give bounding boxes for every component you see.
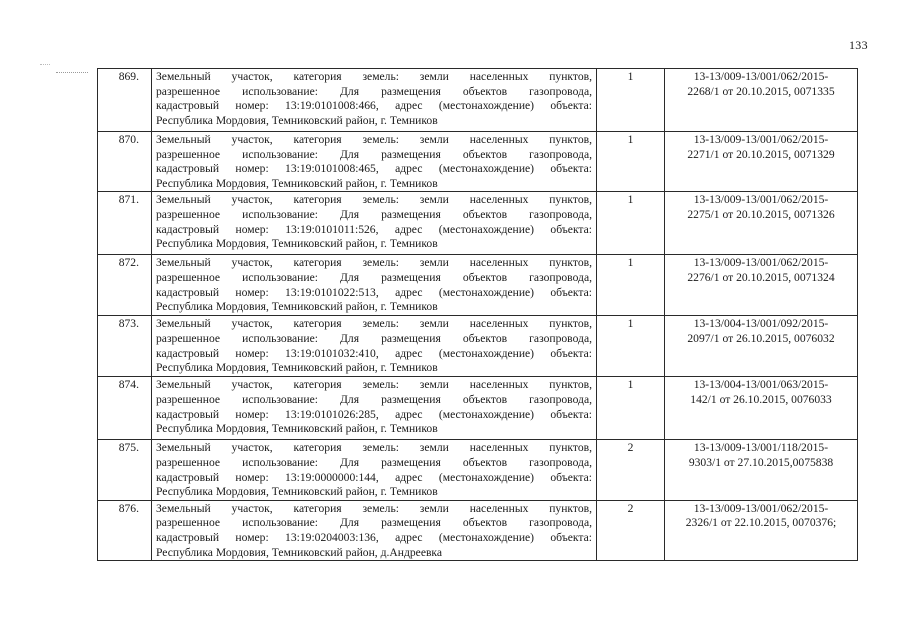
- table-row: [98, 500, 858, 560]
- registration-record: [665, 192, 858, 255]
- description-line: Республика Мордовия, Темниковский район, г. Темников: [156, 237, 438, 251]
- registration-line: 2097/1 от 26.10.2015, 0076032: [687, 331, 835, 345]
- property-description: [152, 255, 597, 316]
- description-line: Земельный участок, категория земель: земли населенных пунктов,: [156, 441, 592, 455]
- property-description: [152, 500, 597, 560]
- registration-line: 13-13/009-13/001/062/2015-: [693, 133, 829, 146]
- description-line: кадастровый номер: 13:19:0204003:136, адрес (местонахождение) объекта:: [156, 530, 592, 544]
- table-row: [98, 132, 858, 192]
- description-line: кадастровый номер: 13:19:0101022:513, адрес (местонахождение) объекта:: [156, 285, 592, 299]
- quantity: 1: [597, 316, 665, 377]
- description-line: разрешенное использование: Для размещения объектов газопровода,: [156, 516, 592, 530]
- row-number: 869.: [98, 69, 152, 132]
- registration-line: 13-13/009-13/001/118/2015-: [693, 441, 829, 455]
- registration-line: 2326/1 от 22.10.2015, 0070376;: [685, 516, 837, 530]
- description-line: Земельный участок, категория земель: земли населенных пунктов,: [156, 378, 592, 392]
- property-description: [152, 316, 597, 377]
- registration-record: [665, 377, 858, 440]
- quantity: 1: [597, 69, 665, 132]
- description-line: кадастровый номер: 13:19:0101008:465, адрес (местонахождение) объекта:: [156, 162, 592, 176]
- description-line: разрешенное использование: Для размещения объектов газопровода,: [156, 207, 592, 221]
- property-description: [152, 192, 597, 255]
- description-line: разрешенное использование: Для размещения объектов газопровода,: [156, 392, 592, 406]
- property-description: [152, 132, 597, 192]
- registration-line: 13-13/009-13/001/062/2015-: [693, 70, 829, 83]
- registration-line: 9303/1 от 27.10.2015,0075838: [688, 455, 834, 469]
- description-line: Республика Мордовия, Темниковский район, д.Андреевка: [156, 545, 443, 559]
- row-number: 871.: [98, 192, 152, 255]
- property-description: [152, 377, 597, 440]
- registry-table-body: [98, 69, 858, 561]
- description-line: кадастровый номер: 13:19:0000000:144, адрес (местонахождение) объекта:: [156, 470, 592, 484]
- quantity: 1: [597, 192, 665, 255]
- description-line: Земельный участок, категория земель: земли населенных пунктов,: [156, 193, 592, 207]
- description-line: кадастровый номер: 13:19:0101011:526, адрес (местонахождение) объекта:: [156, 222, 592, 236]
- scan-margin-mark: [40, 64, 50, 66]
- description-line: разрешенное использование: Для размещения объектов газопровода,: [156, 270, 592, 284]
- registration-line: 2275/1 от 20.10.2015, 0071326: [687, 207, 835, 221]
- registration-record: [665, 255, 858, 316]
- registration-record: [665, 132, 858, 192]
- description-line: Республика Мордовия, Темниковский район, г. Темников: [156, 485, 438, 499]
- row-number: 875.: [98, 440, 152, 500]
- property-description: [152, 440, 597, 500]
- description-line: Республика Мордовия, Темниковский район, г. Темников: [156, 113, 438, 127]
- registration-line: 13-13/004-13/001/063/2015-: [693, 378, 829, 392]
- description-line: Земельный участок, категория земель: земли населенных пунктов,: [156, 70, 592, 83]
- property-registry-table: [97, 68, 858, 561]
- description-line: Земельный участок, категория земель: земли населенных пунктов,: [156, 501, 592, 515]
- table-row: [98, 440, 858, 500]
- quantity: 1: [597, 132, 665, 192]
- quantity: 2: [597, 440, 665, 500]
- description-line: кадастровый номер: 13:19:0101008:466, адрес (местонахождение) объекта:: [156, 99, 592, 113]
- property-description: [152, 69, 597, 132]
- quantity: 1: [597, 377, 665, 440]
- scan-margin-mark: [56, 72, 88, 74]
- description-line: Земельный участок, категория земель: земли населенных пунктов,: [156, 256, 592, 270]
- registration-record: [665, 440, 858, 500]
- quantity: 2: [597, 500, 665, 560]
- description-line: разрешенное использование: Для размещения объектов газопровода,: [156, 331, 592, 345]
- description-line: кадастровый номер: 13:19:0101032:410, адрес (местонахождение) объекта:: [156, 346, 592, 360]
- description-line: разрешенное использование: Для размещения объектов газопровода,: [156, 147, 592, 161]
- description-line: Республика Мордовия, Темниковский район, г. Темников: [156, 422, 438, 436]
- row-number: 872.: [98, 255, 152, 316]
- table-row: [98, 255, 858, 316]
- description-line: кадастровый номер: 13:19:0101026:285, адрес (местонахождение) объекта:: [156, 407, 592, 421]
- registration-line: 2271/1 от 20.10.2015, 0071329: [687, 147, 835, 161]
- row-number: 870.: [98, 132, 152, 192]
- registration-line: 13-13/009-13/001/062/2015-: [693, 193, 829, 207]
- table-row: [98, 316, 858, 377]
- description-line: Земельный участок, категория земель: земли населенных пунктов,: [156, 317, 592, 331]
- description-line: разрешенное использование: Для размещения объектов газопровода,: [156, 84, 592, 98]
- page-number: 133: [849, 38, 868, 52]
- registration-record: [665, 69, 858, 132]
- description-line: Республика Мордовия, Темниковский район, г. Темников: [156, 300, 438, 314]
- registration-line: 142/1 от 26.10.2015, 0076033: [690, 392, 832, 406]
- registration-line: 2268/1 от 20.10.2015, 0071335: [687, 84, 835, 98]
- registration-line: 2276/1 от 20.10.2015, 0071324: [687, 270, 835, 284]
- registration-line: 13-13/009-13/001/062/2015-: [693, 501, 829, 515]
- row-number: 873.: [98, 316, 152, 377]
- description-line: разрешенное использование: Для размещения объектов газопровода,: [156, 455, 592, 469]
- registration-record: [665, 500, 858, 560]
- registration-record: [665, 316, 858, 377]
- table-row: [98, 377, 858, 440]
- description-line: Республика Мордовия, Темниковский район, г. Темников: [156, 361, 438, 375]
- row-number: 874.: [98, 377, 152, 440]
- table-row: [98, 192, 858, 255]
- quantity: 1: [597, 255, 665, 316]
- registration-line: 13-13/004-13/001/092/2015-: [693, 317, 829, 331]
- description-line: Земельный участок, категория земель: земли населенных пунктов,: [156, 133, 592, 146]
- description-line: Республика Мордовия, Темниковский район, г. Темников: [156, 176, 438, 190]
- table-row: [98, 69, 858, 132]
- registration-line: 13-13/009-13/001/062/2015-: [693, 256, 829, 270]
- row-number: 876.: [98, 500, 152, 560]
